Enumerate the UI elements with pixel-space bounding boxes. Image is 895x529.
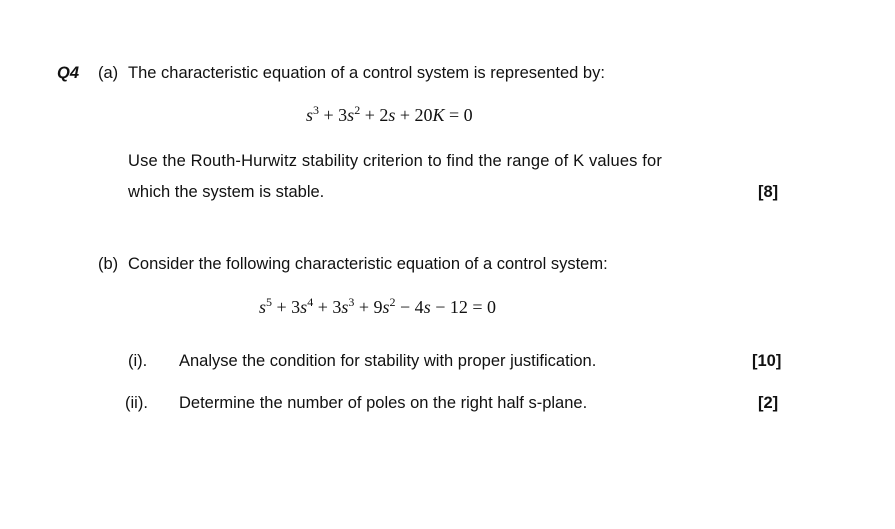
part-a-equation	[306, 105, 473, 126]
eq-a-var: s	[347, 105, 355, 125]
eq-b-coef: + 3	[272, 297, 301, 317]
eq-b-exp: 2	[389, 295, 396, 309]
eq-b-coef: + 3	[313, 297, 342, 317]
eq-a-exp: 3	[313, 103, 320, 117]
eq-b-exp: 3	[348, 295, 355, 309]
eq-b-var: s	[341, 297, 349, 317]
eq-b-var: s	[259, 297, 267, 317]
eq-b-coef: − 4	[395, 297, 424, 317]
eq-a-rhs: = 0	[444, 105, 473, 125]
eq-b-rhs: − 12 = 0	[430, 297, 497, 317]
eq-b-exp: 4	[307, 295, 314, 309]
subpart-ii-label: (ii).	[125, 394, 148, 412]
part-b-intro: Consider the following characteristic equation of a control system:	[128, 255, 608, 273]
part-b-equation	[259, 297, 496, 318]
eq-a-var-k: K	[432, 105, 445, 125]
part-a-label: (a)	[98, 64, 119, 82]
eq-b-var: s	[300, 297, 308, 317]
part-a-intro: The characteristic equation of a control system is represented by:	[128, 64, 605, 82]
eq-b-exp: 5	[266, 295, 273, 309]
part-a-instruction-line2: which the system is stable.	[128, 183, 325, 201]
subpart-i-text: Analyse the condition for stability with proper justification.	[179, 352, 597, 370]
part-a-marks: [8]	[758, 183, 779, 201]
eq-a-var: s	[388, 105, 396, 125]
part-a-instruction-line1: Use the Routh-Hurwitz stability criterion to find the range of K values for	[128, 152, 662, 170]
part-b-label: (b)	[98, 255, 119, 273]
eq-a-coef: + 2	[360, 105, 389, 125]
eq-b-var: s	[382, 297, 390, 317]
eq-b-var: s	[423, 297, 431, 317]
eq-b-coef: + 9	[354, 297, 383, 317]
eq-a-exp: 2	[354, 103, 361, 117]
subpart-i-marks: [10]	[752, 352, 782, 370]
subpart-ii-text: Determine the number of poles on the right half s-plane.	[179, 394, 588, 412]
subpart-ii-marks: [2]	[758, 394, 779, 412]
eq-a-coef: + 20	[395, 105, 433, 125]
eq-a-var: s	[306, 105, 314, 125]
question-number: Q4	[57, 64, 80, 82]
subpart-i-label: (i).	[128, 352, 148, 370]
eq-a-coef: + 3	[319, 105, 348, 125]
